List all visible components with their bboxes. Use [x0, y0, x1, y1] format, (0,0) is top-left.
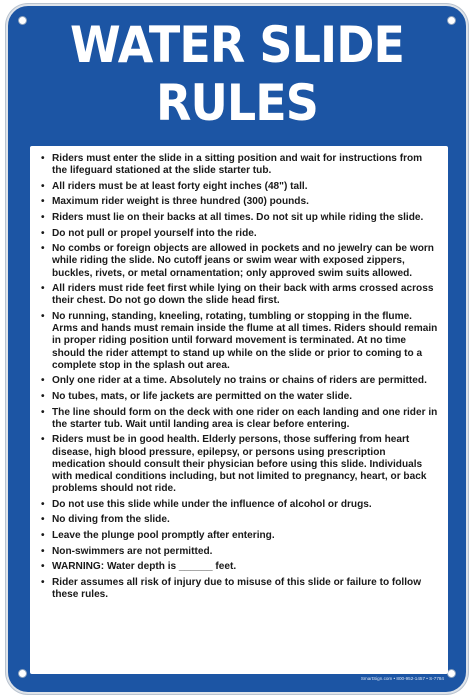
- rule-item: • Leave the plunge pool promptly after entering.: [40, 530, 438, 542]
- sign-footer: SmartSign.com • 800-952-1457 • S-7784: [360, 676, 444, 681]
- rule-item: • Do not use this slide while under the influence of alcohol or drugs.: [40, 499, 438, 511]
- rules-list: [30, 146, 448, 601]
- rule-item: • No running, standing, kneeling, rotating, tumbling or stopping in the flume. Arms and hands must remain inside the flume at all times. Riders should remain in proper riding position until forward movement is terminated. At no time should the rider attempt to stand up while on the slide or prior to coming to a complete stop in the splash out area.: [40, 311, 438, 372]
- rule-item: • Maximum rider weight is three hundred (300) pounds.: [40, 196, 438, 208]
- rule-item: • All riders must ride feet first while lying on their back with arms crossed across their chest. Do not go down the slide head first.: [40, 283, 438, 307]
- mounting-hole-icon: [447, 669, 456, 678]
- rule-item: • No combs or foreign objects are allowed in pockets and no jewelry can be worn while riding the slide. No cutoff jeans or swim wear with exposed zippers, buckles, rivets, or metal ornamentation; only approved swim suits allowed.: [40, 243, 438, 280]
- rule-item: • Non-swimmers are not permitted.: [40, 546, 438, 558]
- rule-item: • Riders must be in good health. Elderly persons, those suffering from heart disease, high blood pressure, epilepsy, or persons using prescription medication should consult their physician before using this slide. Individuals with medical conditions including, but not limited to pregnancy, heart, or back problems should not ride.: [40, 434, 438, 495]
- water-slide-rules-sign: [6, 4, 468, 694]
- mounting-hole-icon: [18, 669, 27, 678]
- rule-item: • Riders must lie on their backs at all times. Do not sit up while riding the slide.: [40, 212, 438, 224]
- rule-item: • WARNING: Water depth is ______ feet.: [40, 561, 438, 573]
- sign-title: [8, 16, 466, 132]
- rule-item: • Riders must enter the slide in a sitting position and wait for instructions from the lifeguard stationed at the slide starter tub.: [40, 153, 438, 177]
- rules-panel: [30, 146, 448, 674]
- rule-item: • The line should form on the deck with one rider on each landing and one rider in the starter tub. Wait until landing area is clear before entering.: [40, 407, 438, 431]
- rule-item: • No diving from the slide.: [40, 514, 438, 526]
- sign-title-line-1: WATER SLIDE: [70, 16, 404, 74]
- rule-item: • Do not pull or propel yourself into the ride.: [40, 228, 438, 240]
- rule-item: • No tubes, mats, or life jackets are permitted on the water slide.: [40, 391, 438, 403]
- rule-item: • Only one rider at a time. Absolutely no trains or chains of riders are permitted.: [40, 375, 438, 387]
- rule-item: • All riders must be at least forty eight inches (48") tall.: [40, 181, 438, 193]
- rule-item: • Rider assumes all risk of injury due to misuse of this slide or failure to follow these rules.: [40, 577, 438, 601]
- sign-title-line-2: RULES: [155, 74, 319, 132]
